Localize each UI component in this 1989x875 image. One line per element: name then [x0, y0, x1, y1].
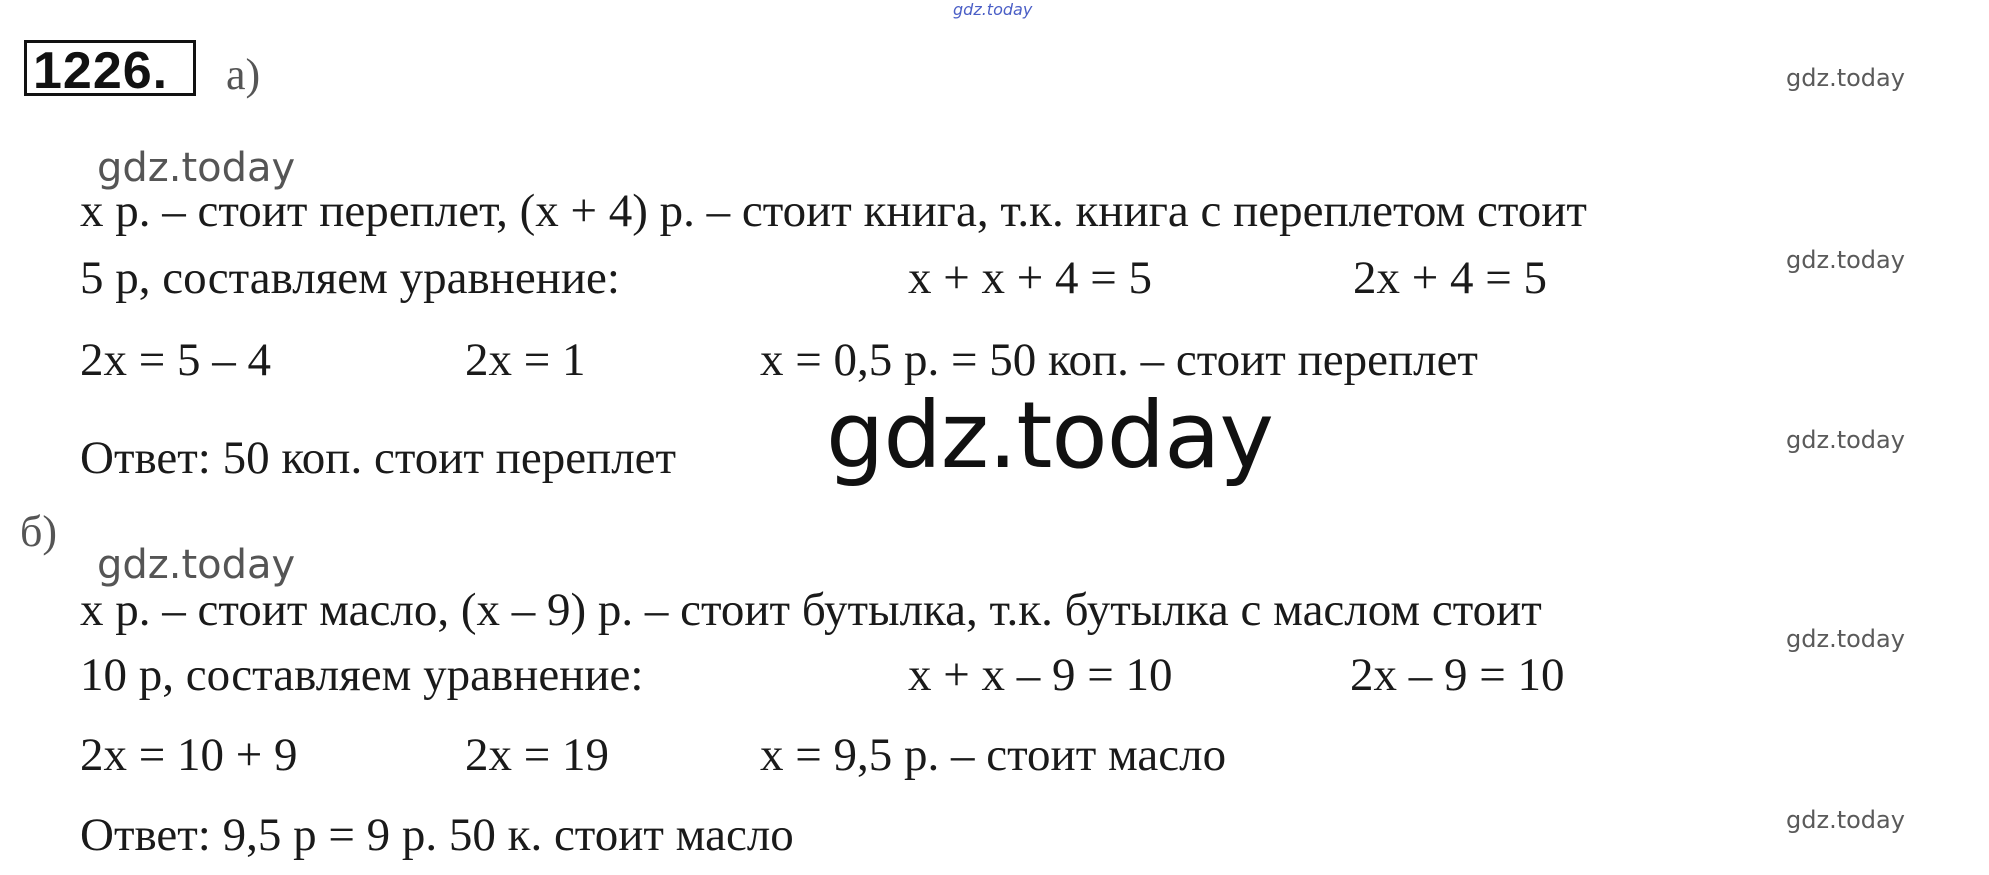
part-b-step-1: 2х = 10 + 9: [80, 729, 298, 781]
part-b-step-2: 2х = 19: [465, 729, 610, 781]
part-a-label: а): [226, 50, 261, 99]
part-a-answer: Ответ: 50 коп. стоит переплет: [80, 432, 677, 484]
watermark-side-4: gdz.today: [1786, 625, 1905, 653]
watermark-medium-a: gdz.today: [97, 145, 296, 191]
watermark-top: gdz.today: [953, 0, 1033, 19]
part-a-step-1: 2х = 5 – 4: [80, 334, 272, 386]
part-b-line-2-text: 10 р, составляем уравнение:: [80, 649, 644, 701]
part-b-equation-2: 2х – 9 = 10: [1350, 649, 1565, 701]
watermark-side-2: gdz.today: [1786, 246, 1905, 274]
watermark-big: gdz.today: [826, 382, 1273, 489]
part-a-equation-1: х + х + 4 = 5: [908, 252, 1153, 304]
part-b-label: б): [20, 507, 58, 556]
part-a-step-2: 2х = 1: [465, 334, 586, 386]
part-b-step-3: х = 9,5 р. – стоит масло: [760, 729, 1227, 781]
part-b-answer: Ответ: 9,5 р = 9 р. 50 к. стоит масло: [80, 809, 794, 861]
part-b-line-1: х р. – стоит масло, (х – 9) р. – стоит бутылка, т.к. бутылка с маслом стоит: [80, 584, 1542, 636]
part-a-line-1: х р. – стоит переплет, (х + 4) р. – стоит книга, т.к. книга с переплетом стоит: [80, 185, 1587, 237]
part-a-line-2-text: 5 р, составляем уравнение:: [80, 252, 620, 304]
watermark-side-5: gdz.today: [1786, 806, 1905, 834]
problem-number: 1226.: [33, 42, 169, 100]
watermark-side-1: gdz.today: [1786, 64, 1905, 92]
watermark-medium-b: gdz.today: [97, 542, 296, 588]
watermark-side-3: gdz.today: [1786, 426, 1905, 454]
part-a-equation-2: 2х + 4 = 5: [1353, 252, 1548, 304]
part-b-equation-1: х + х – 9 = 10: [908, 649, 1173, 701]
part-a-step-3: х = 0,5 р. = 50 коп. – стоит переплет: [760, 334, 1478, 386]
